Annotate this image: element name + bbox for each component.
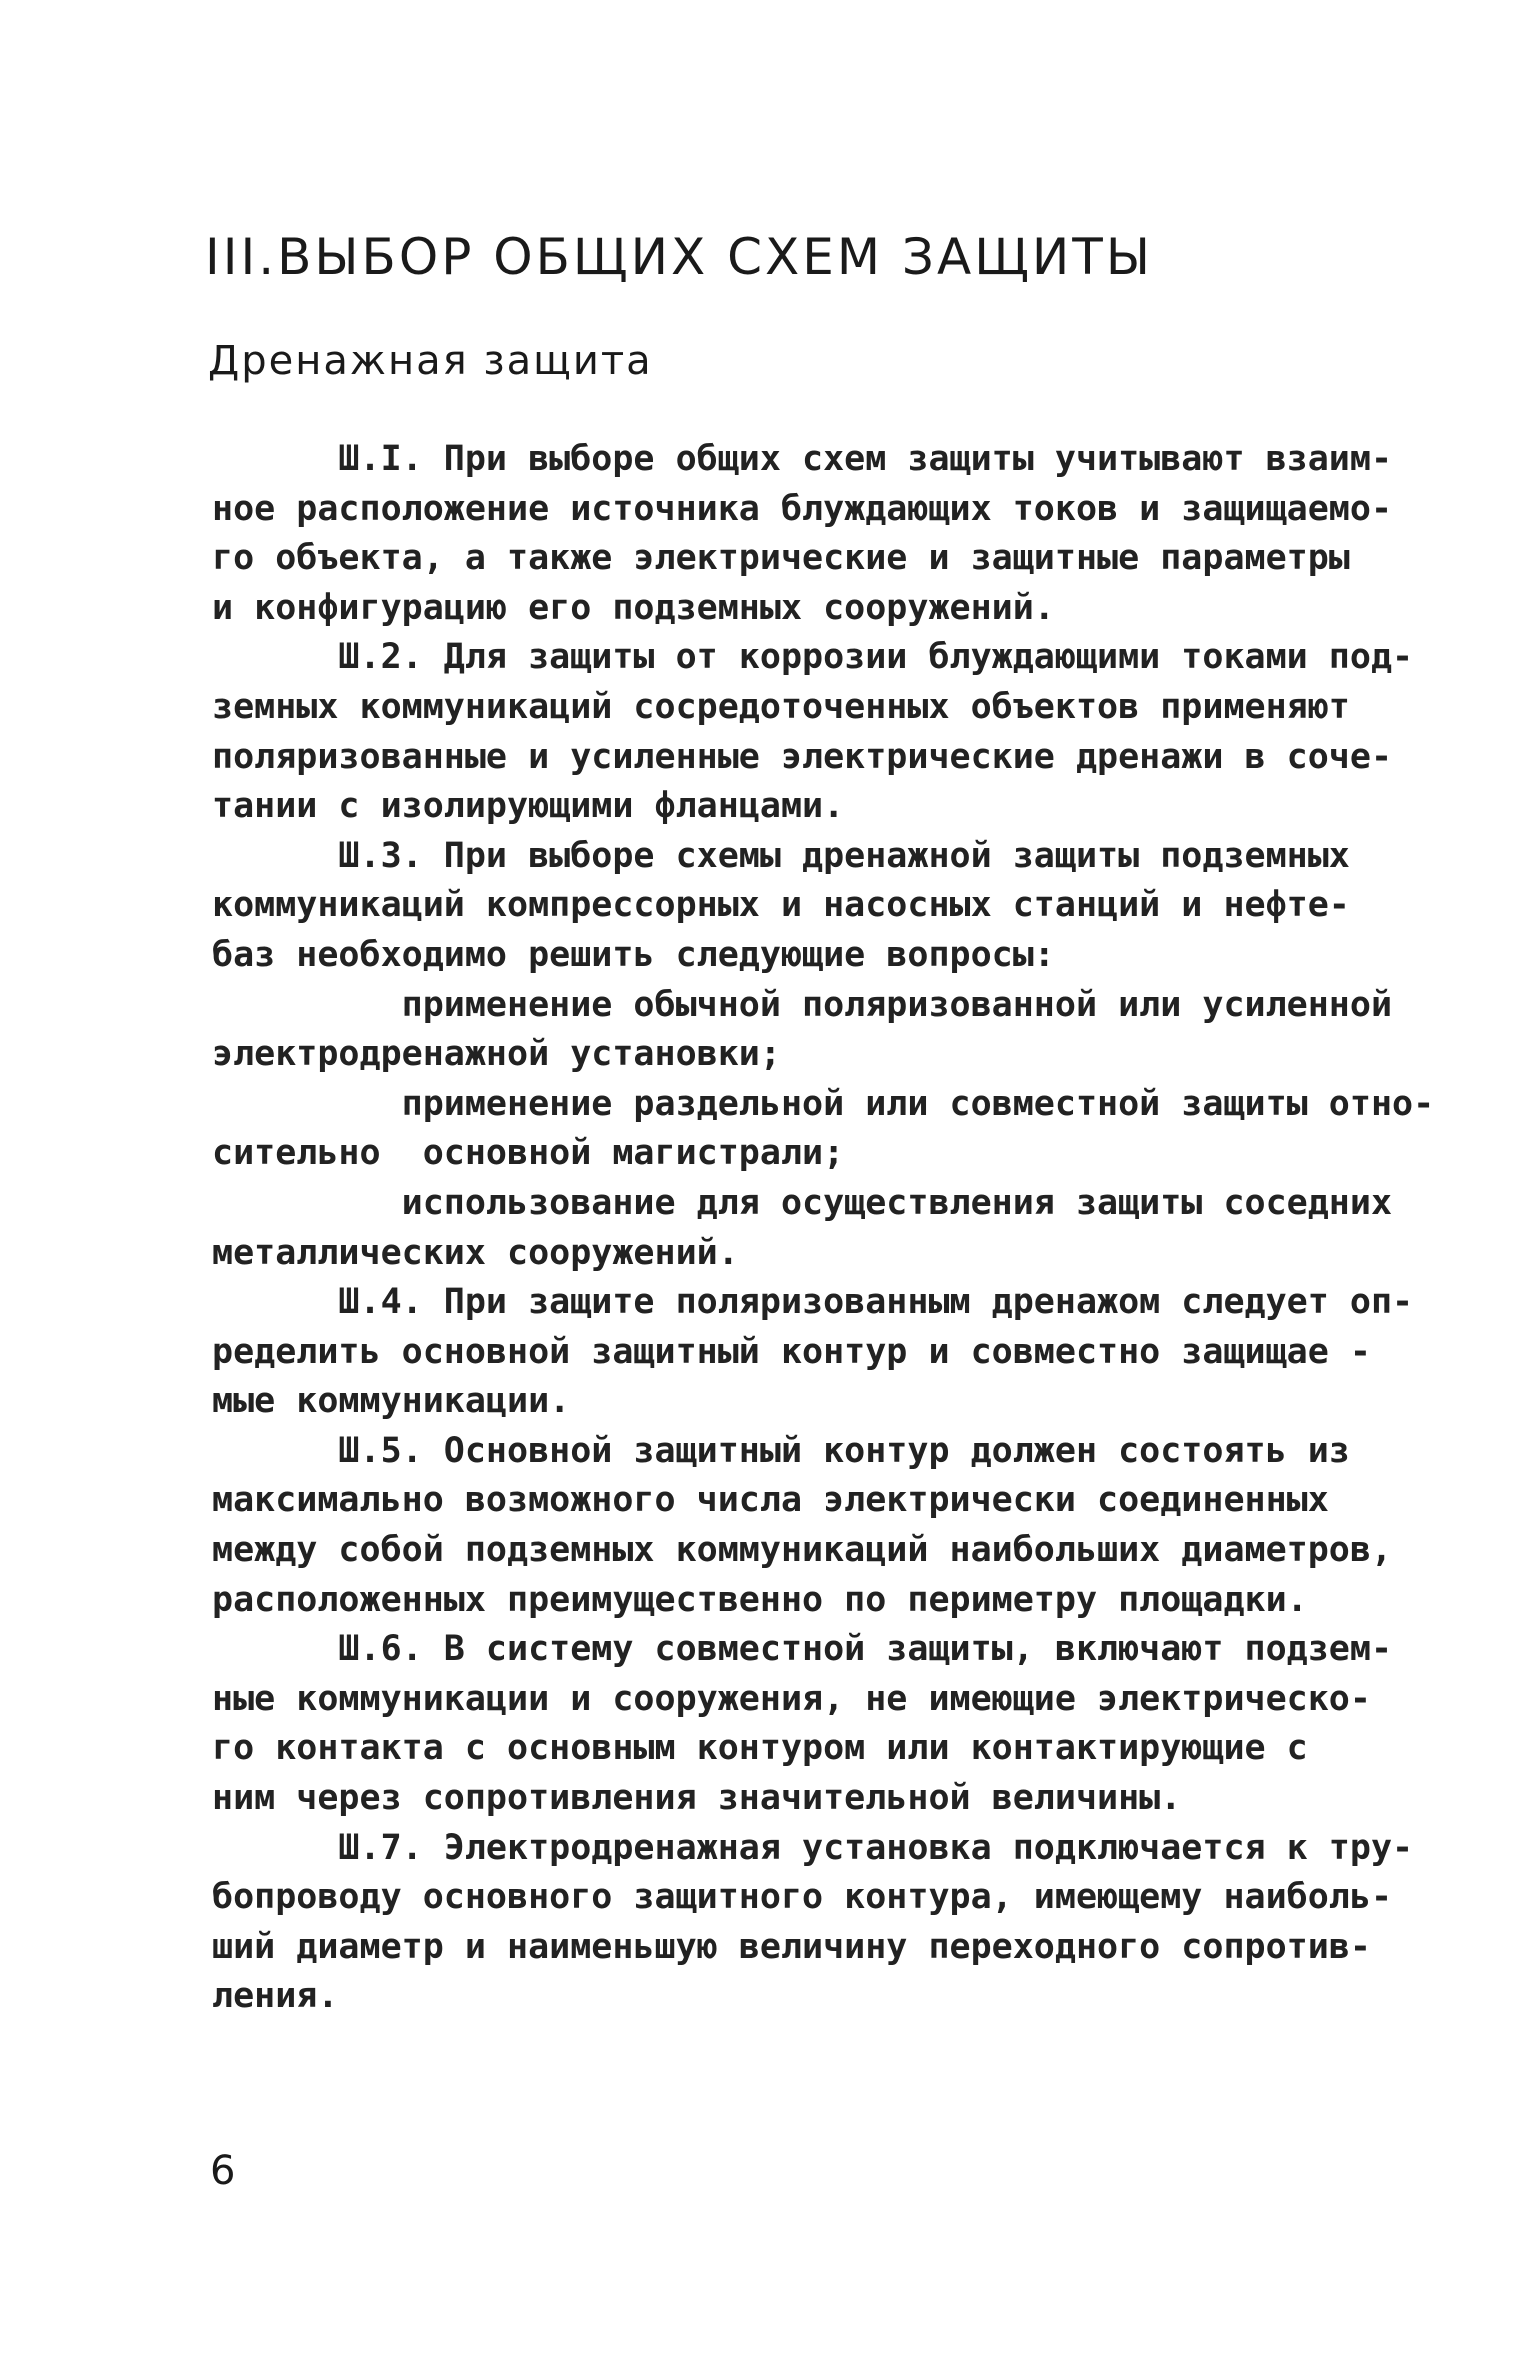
text-line: Ш.I. При выборе общих схем защиты учитывают взаим- [212, 439, 1393, 479]
text-line: Ш.4. При защите поляризованным дренажом следует оп- [212, 1282, 1414, 1323]
text-line: Ш.3. При выборе схемы дренажной защиты подземных [212, 835, 1350, 876]
text-line: ное расположение источника блуждающих токов и защищаемо- [212, 488, 1393, 529]
text-line: сительно основной магистрали; [212, 1133, 845, 1174]
text-line: электродренажной установки; [212, 1034, 781, 1075]
section-title: III.ВЫБОР ОБЩИХ СХЕМ ЗАЩИТЫ [205, 228, 1153, 286]
text-line: ним через сопротивления значительной величины. [212, 1778, 1182, 1819]
text-line: между собой подземных коммуникаций наибольших диаметров, [212, 1530, 1393, 1571]
text-line: Ш.6. В систему совместной защиты, включают подзем- [212, 1629, 1393, 1670]
text-line: Ш.7. Электродренажная установка подключается к тру- [212, 1827, 1414, 1868]
text-line: максимально возможного числа электрически соединенных [212, 1480, 1329, 1521]
text-line: земных коммуникаций сосредоточенных объектов применяют [212, 686, 1350, 727]
text-line: мые коммуникации. [212, 1381, 571, 1422]
text-line: баз необходимо решить следующие вопросы: [212, 934, 1055, 975]
text-line: металлических сооружений. [212, 1232, 739, 1273]
text-line: ления. [212, 1976, 339, 2017]
text-line: поляризованные и усиленные электрические дренажи в соче- [212, 736, 1393, 777]
text-line: Ш.2. Для защиты от коррозии блуждающими токами под- [212, 637, 1414, 678]
text-line: расположенных преимущественно по периметру площадки. [212, 1579, 1308, 1620]
body-text [212, 435, 1435, 2022]
text-line: бопроводу основного защитного контура, имеющему наиболь- [212, 1877, 1393, 1918]
text-line: ные коммуникации и сооружения, не имеющие электрическо- [212, 1678, 1371, 1719]
text-line: го объекта, а также электрические и защитные параметры [212, 538, 1350, 579]
subsection-title: Дренажная защита [208, 338, 653, 384]
text-line: и конфигурацию его подземных сооружений. [212, 587, 1055, 628]
text-line: го контакта с основным контуром или контактирующие с [212, 1728, 1308, 1769]
text-line: тании с изолирующими фланцами. [212, 786, 845, 827]
page-number: 6 [210, 2148, 236, 2194]
text-line: ший диаметр и наименьшую величину переходного сопротив- [212, 1926, 1371, 1967]
text-line: применение раздельной или совместной защиты отно- [212, 1083, 1435, 1124]
text-line: применение обычной поляризованной или усиленной [212, 984, 1393, 1025]
text-line: коммуникаций компрессорных и насосных станций и нефте- [212, 885, 1350, 926]
text-line: Ш.5. Основной защитный контур должен состоять из [212, 1430, 1350, 1471]
text-line: использование для осуществления защиты соседних [212, 1182, 1393, 1223]
text-line: ределить основной защитный контур и совместно защищае - [212, 1331, 1371, 1372]
